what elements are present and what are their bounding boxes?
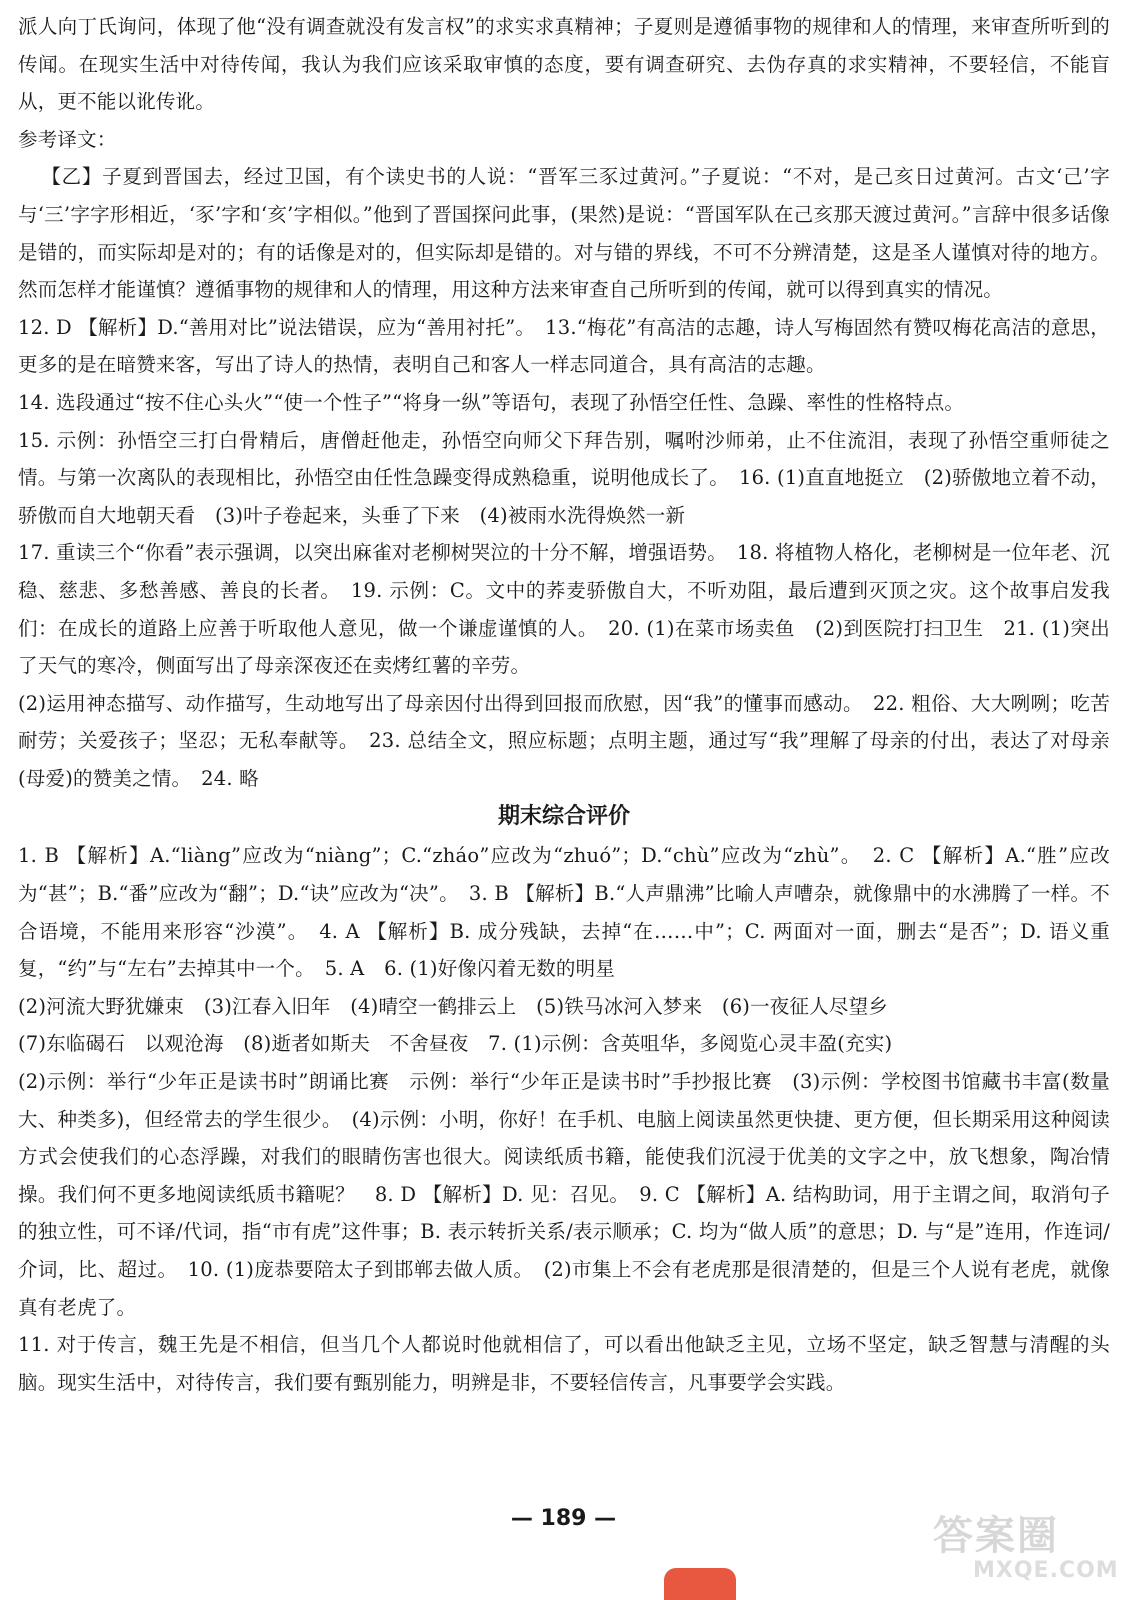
watermark-logo-text: 答案圈: [933, 1513, 1059, 1559]
answer-paragraph-17-21: 17. 重读三个“你看”表示强调，以突出麻雀对老柳树哭泣的十分不解，增强语势。 18. 将植物人格化，老柳树是一位年老、沉稳、慈悲、多愁善感、善良的长者。 19. 示例：C。文中的荞麦骄傲自大，不听劝阻，最后遭到灭顶之灾。这个故事启发我们：在成长的道路上应善于听取他人意见，做一个谦虚谨慎的人。 20. (1)在菜市场卖鱼 (2)到医院打扫卫生 21. (1)突出了天气的寒冷，侧面写出了母亲深夜还在卖烤红薯的辛劳。: [18, 541, 1110, 678]
final-answer-poems-2: (7)东临碣石 以观沧海 (8)逝者如斯夫 不舍昼夜 7. (1)示例：含英咀华，多阅览心灵丰盈(充实): [18, 1032, 893, 1056]
final-answer-paragraph-11: 11. 对于传言，魏王先是不相信，但当几个人都说时他就相信了，可以看出他缺乏主见，立场不坚定，缺乏智慧与清醒的头脑。现实生活中，对待传言，我们要有甄别能力，明辨是非，不要轻信传言，凡事要学会实践。: [18, 1333, 1110, 1394]
answer-paragraph-12-13: 12. D 【解析】D.“善用对比”说法错误，应为“善用衬托”。 13.“梅花”有高洁的志趣，诗人写梅固然有赞叹梅花高洁的意思，更多的是在暗赞来客，写出了诗人的热情，表明自己和客人一样志同道合，具有高洁的志趣。: [18, 315, 1110, 377]
answer-paragraph-1: 派人向丁氏询问，体现了他“没有调查就没有发言权”的求实求真精神；子夏则是遵循事物的规律和人的情理，来审查所听到的传闻。在现实生活中对待传闻，我认为我们应该采取审慎的态度，要有调查研究、去伪存真的求实精神，不要轻信，不能盲从，更不能以讹传讹。: [18, 15, 1110, 114]
answer-paragraph-14: 14. 选段通过“按不住心头火”“使一个性子”“将身一纵”等语句，表现了孙悟空任性、急躁、率性的性格特点。: [18, 390, 965, 414]
bottom-tab-decoration: [664, 1568, 736, 1600]
translation-paragraph: 【乙】子夏到晋国去，经过卫国，有个读史书的人说：“晋军三豕过黄河。”子夏说：“不对，是己亥日过黄河。古文‘己’字与‘三’字字形相近，‘豕’字和‘亥’字相似。”他到了晋国探问此事，(果然)是说：“晋国军队在己亥那天渡过黄河。”言辞中很多话像是错的，而实际却是对的；有的话像是对的，但实际却是错的。对与错的界线，不可不分辨清楚，这是圣人谨慎对待的地方。然而怎样才能谨慎？遵循事物的规律和人的情理，用这种方法来审查自己所听到的传闻，就可以得到真实的情况。: [18, 165, 1110, 302]
answer-page: [18, 8, 1110, 1401]
watermark-logo: [913, 1500, 1119, 1596]
final-answer-paragraph-1-6: 1. B 【解析】A.“liàng”应改为“niàng”；C.“zháo”应改为“zhuó”；D.“chù”应改为“zhù”。 2. C 【解析】A.“胜”应改为“甚”；B.“番”应改为“翻”；D.“诀”应改为“决”。 3. B 【解析】B.“人声鼎沸”比喻人声嘈杂，就像鼎中的水沸腾了一样。不合语境，不能用来形容“沙漠”。 4. A 【解析】B. 成分残缺，去掉“在……中”；C. 两面对一面，删去“是否”；D. 语义重复，“约”与“左右”去掉其中一个。 5. A 6. (1)好像闪着无数的明星: [18, 844, 1110, 981]
final-answer-paragraph-7-10: (2)示例：举行“少年正是读书时”朗诵比赛 示例：举行“少年正是读书时”手抄报比赛 (3)示例：学校图书馆藏书丰富(数量大、种类多)，但经常去的学生很少。 (4)示例：小明，你好！在手机、电脑上阅读虽然更快捷、更方便，但长期采用这种阅读方式会使我们的心态浮躁，对我们的眼睛伤害也很大。阅读纸质书籍，能使我们沉浸于优美的文字之中，放飞想象，陶冶情操。我们何不更多地阅读纸质书籍呢？ 8. D 【解析】D. 见：召见。 9. C 【解析】A. 结构助词，用于主谓之间，取消句子的独立性，可不译/代词，指“市有虎”这件事；B. 表示转折关系/表示顺承；C. 均为“做人质”的意思；D. 与“是”连用，作连词/介词，比、超过。 10. (1)庞恭要陪太子到邯郸去做人质。 (2)市集上不会有老虎那是很清楚的，但是三个人说有老虎，就像真有老虎了。: [18, 1070, 1110, 1319]
answer-paragraph-15-16: 15. 示例：孙悟空三打白骨精后，唐僧赶他走，孙悟空向师父下拜告别，嘱咐沙师弟，止不住流泪，表现了孙悟空重师徒之情。与第一次离队的表现相比，孙悟空由任性急躁变得成熟稳重，说明他成长了。 16. (1)直直地挺立 (2)骄傲地立着不动，骄傲而自大地朝天看 (3)叶子卷起来，头垂了下来 (4)被雨水洗得焕然一新: [18, 428, 1110, 527]
section-title: 期末综合评价: [497, 804, 630, 830]
final-answer-poems-1: (2)河流大野犹嫌束 (3)江春入旧年 (4)晴空一鹤排云上 (5)铁马冰河入梦来 (6)一夜征人尽望乡: [18, 994, 889, 1018]
watermark-url: MXQE.COM: [973, 1558, 1119, 1583]
page-number: — 189 —: [510, 1506, 617, 1531]
translation-label: 参考译文：: [18, 127, 117, 151]
answer-paragraph-21-24: (2)运用神态描写、动作描写，生动地写出了母亲因付出得到回报而欣慰，因“我”的懂事而感动。 22. 粗俗、大大咧咧；吃苦耐劳；关爱孩子；坚忍；无私奉献等。 23. 总结全文，照应标题；点明主题，通过写“我”理解了母亲的付出，表达了对母亲(母爱)的赞美之情。 24. 略: [18, 691, 1110, 790]
